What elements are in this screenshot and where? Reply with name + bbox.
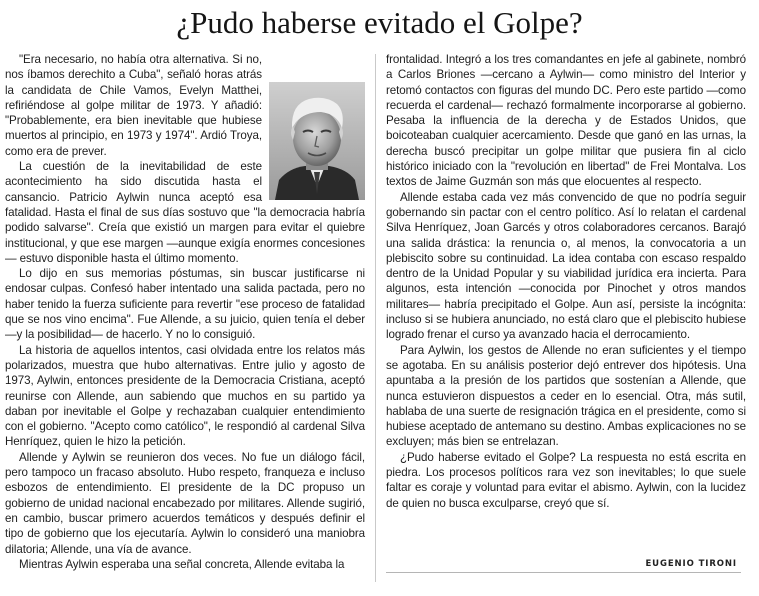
paragraph: "Era necesario, no había otra alternativa. Si no, nos íbamos derechito a Cuba", señaló horas atrás la candidata de Chile Vamos, Evelyn Matthei, refiriéndose al golpe militar de 1973. Y añadió: "Probablemente, era bien inevitable que hubiese muertos al principio, en 1973 y 1974". Ardió Troya, como era de prever. — [5, 53, 262, 158]
author-byline: EUGENIO TIRONI — [645, 559, 737, 569]
left-column — [5, 52, 365, 572]
portrait-photo — [269, 82, 365, 200]
paragraph: La historia de aquellos intentos, casi olvidada entre los relatos más polarizados, muestra que hubo alternativas. Entre julio y agosto de 1973, Aylwin, entonces presidente de la Democracia Cristiana, aceptó reunirse con Allende, aun sabiendo que muchos en su partido ya daban por inevitable el Golpe y rechazaban cualquier entendimiento con el gobierno. "Acepto como católico", le respondió al cardenal Silva Henríquez, quien le hizo la petición. — [5, 343, 365, 449]
paragraph: Allende estaba cada vez más convencido de que no podría seguir gobernando sin pactar con el centro político. Así lo relatan el cardenal Silva Henríquez, Joan Garcés y otros colaboradores cercanos. Barajó una salida drástica: la renuncia o, al menos, la convocatoria a un plebiscito sobre su continuidad. La idea contaba con escaso respaldo dentro de la Unidad Popular y su viabilidad jurídica era incierta. Para algunos, esta intención —conocida por Pinochet y otros mandos militares— habría precipitado el Golpe. Aun así, persiste la incógnita: incluso si se hubiera anunciado, no está claro que el plebiscito hubiese logrado frenar el curso ya avanzado hacia el derrocamiento. — [386, 190, 746, 342]
column-divider — [375, 54, 376, 582]
paragraph: Mientras Aylwin esperaba una señal concreta, Allende evitaba la — [19, 557, 345, 571]
paragraph-continuation: frontalidad. Integró a los tres comandantes en jefe al gabinete, nombró a Carlos Briones —cercano a Aylwin— como ministro del Interior y retomó contactos con figuras del mundo DC. Pero este partido —como recuerda el cardenal— rechazó formalmente incorporarse al gobierno. Pesaba la influencia de la derecha y de Estados Unidos, que boicoteaban cualquier acercamiento. Desde que ganó en las urnas, la derecha buscó precipitar un golpe militar que pusiera fin al ciclo histórico iniciado con la "revolución en libertad" de Frei Montalva. Los textos de Jaime Guzmán son más que elocuentes al respecto. — [386, 53, 746, 189]
paragraph: Allende y Aylwin se reunieron dos veces. No fue un diálogo fácil, pero tampoco un fracaso absoluto. Hubo respeto, franqueza e incluso esbozos de entendimiento. El presidente de la DC propuso un gobierno de unidad nacional encabezado por militares. Allende sugirió, en cambio, buscar primero acuerdos temáticos y después definir el tipo de gobierno que los ejecutaría. Aylwin lo consideró una maniobra dilatoria; Allende, una vía de avance. — [5, 450, 365, 556]
headline: ¿Pudo haberse evitado el Golpe? — [176, 5, 583, 40]
right-column — [386, 52, 746, 511]
paragraph: La cuestión de la inevitabilidad de este acontecimiento ha sido discutida hasta el cansancio. Patricio Aylwin nunca aceptó esa fatalidad. Hasta el final de sus días sostuvo que "la democracia habría podido salvarse". Creía que existió un margen para evitar el quiebre institucional, y que ese margen —aunque exigía enormes concesiones— estuvo disponible hasta el último momento. — [5, 160, 365, 265]
byline-rule — [386, 572, 741, 573]
paragraph: ¿Pudo haberse evitado el Golpe? La respuesta no está escrita en piedra. Los procesos políticos rara vez son inevitables; lo que suele faltar es coraje y voluntad para evitar el abismo. Aylwin, con la lucidez de quien no busca exculparse, creyó que sí. — [386, 450, 746, 510]
paragraph: Para Aylwin, los gestos de Allende no eran suficientes y el tiempo se agotaba. En su análisis posterior dejó entrever dos hipótesis. Una apuntaba a la presión de los partidos que sostenían a Allende, que nunca estuvieron dispuestos a ceder en lo esencial. Otra, más sutil, hablaba de una suerte de resignación trágica en el presidente, como si hubiese aceptado de antemano su destino. Ambas explicaciones no se excluyen; más bien se entrelazan. — [386, 343, 746, 449]
paragraph: Lo dijo en sus memorias póstumas, sin buscar justificarse ni endosar culpas. Confesó haber intentado una salida pactada, pero no haber tenido la fuerza suficiente para revertir "ese proceso de fatalidad que se nos vino encima". Fue Allende, a su juicio, quien tenía el deber —y la posibilidad— de hacerlo. Y no lo consiguió. — [5, 267, 365, 342]
